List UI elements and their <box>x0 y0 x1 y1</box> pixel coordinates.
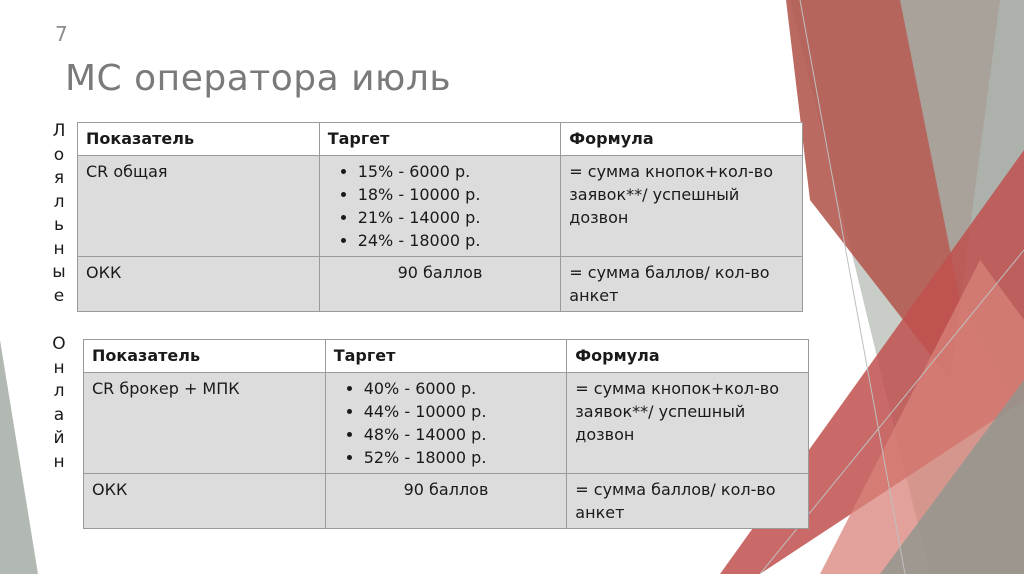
target-text: 90 баллов <box>403 480 489 499</box>
table-row <box>84 373 809 474</box>
indicator-text: ОКК <box>92 480 128 499</box>
target-item: • 40% - 6000 р. <box>364 377 559 400</box>
side-letter: а <box>53 404 65 425</box>
target-item: • 24% - 18000 р. <box>358 229 553 252</box>
cell-indicator <box>84 373 326 474</box>
formula-text: = сумма кнопок+кол-во заявок**/ успешный дозвон <box>569 162 773 227</box>
header-formula: Формула <box>567 340 809 373</box>
side-letter: н <box>53 451 65 472</box>
cell-formula <box>567 373 809 474</box>
side-letter: н <box>53 238 65 259</box>
side-label-gap <box>46 308 72 333</box>
side-letter: Л <box>52 121 66 141</box>
cell-targets <box>325 373 567 474</box>
side-letter: О <box>52 334 66 354</box>
side-letter: н <box>53 357 65 378</box>
vertical-side-label <box>46 120 72 474</box>
side-letter: е <box>53 285 65 306</box>
slide-number: 7 <box>55 22 68 46</box>
cell-target <box>319 257 561 312</box>
cell-target <box>325 474 567 529</box>
cell-formula <box>567 474 809 529</box>
side-letter: л <box>53 381 65 401</box>
side-letter: о <box>53 144 65 165</box>
table-header-row <box>84 340 809 373</box>
target-text: 90 баллов <box>397 263 483 282</box>
side-letter: ы <box>52 262 66 282</box>
kpi-table-online <box>83 339 809 529</box>
cell-formula <box>561 156 803 257</box>
header-indicator: Показатель <box>84 340 326 373</box>
indicator-text: CR общая <box>86 162 168 181</box>
cell-indicator <box>78 257 320 312</box>
left-gray-sliver <box>0 340 38 574</box>
cell-indicator <box>78 156 320 257</box>
kpi-table-loyal <box>77 122 803 312</box>
formula-text: = сумма кнопок+кол-во заявок**/ успешный дозвон <box>575 379 779 444</box>
table-header-row <box>78 123 803 156</box>
formula-text: = сумма баллов/ кол-во анкет <box>569 263 770 305</box>
target-item: • 15% - 6000 р. <box>358 160 553 183</box>
indicator-text: CR брокер + МПК <box>92 379 240 398</box>
side-letter: й <box>53 428 65 448</box>
target-item: • 52% - 18000 р. <box>364 446 559 469</box>
header-target: Таргет <box>319 123 561 156</box>
target-item: • 18% - 10000 р. <box>358 183 553 206</box>
header-formula: Формула <box>561 123 803 156</box>
cell-targets <box>319 156 561 257</box>
target-list <box>328 160 553 252</box>
target-item: • 21% - 14000 р. <box>358 206 553 229</box>
formula-text: = сумма баллов/ кол-во анкет <box>575 480 776 522</box>
target-item: • 44% - 10000 р. <box>364 400 559 423</box>
cell-indicator <box>84 474 326 529</box>
header-target: Таргет <box>325 340 567 373</box>
table-row <box>84 474 809 529</box>
side-letter: л <box>53 191 65 212</box>
cell-formula <box>561 257 803 312</box>
side-letter: я <box>53 168 65 188</box>
side-letter: ь <box>53 215 65 235</box>
table-row <box>78 156 803 257</box>
indicator-text: ОКК <box>86 263 122 282</box>
header-indicator: Показатель <box>78 123 320 156</box>
target-item: • 48% - 14000 р. <box>364 423 559 446</box>
table-row <box>78 257 803 312</box>
target-list <box>334 377 559 469</box>
slide-title: МС оператора июль <box>65 58 452 99</box>
